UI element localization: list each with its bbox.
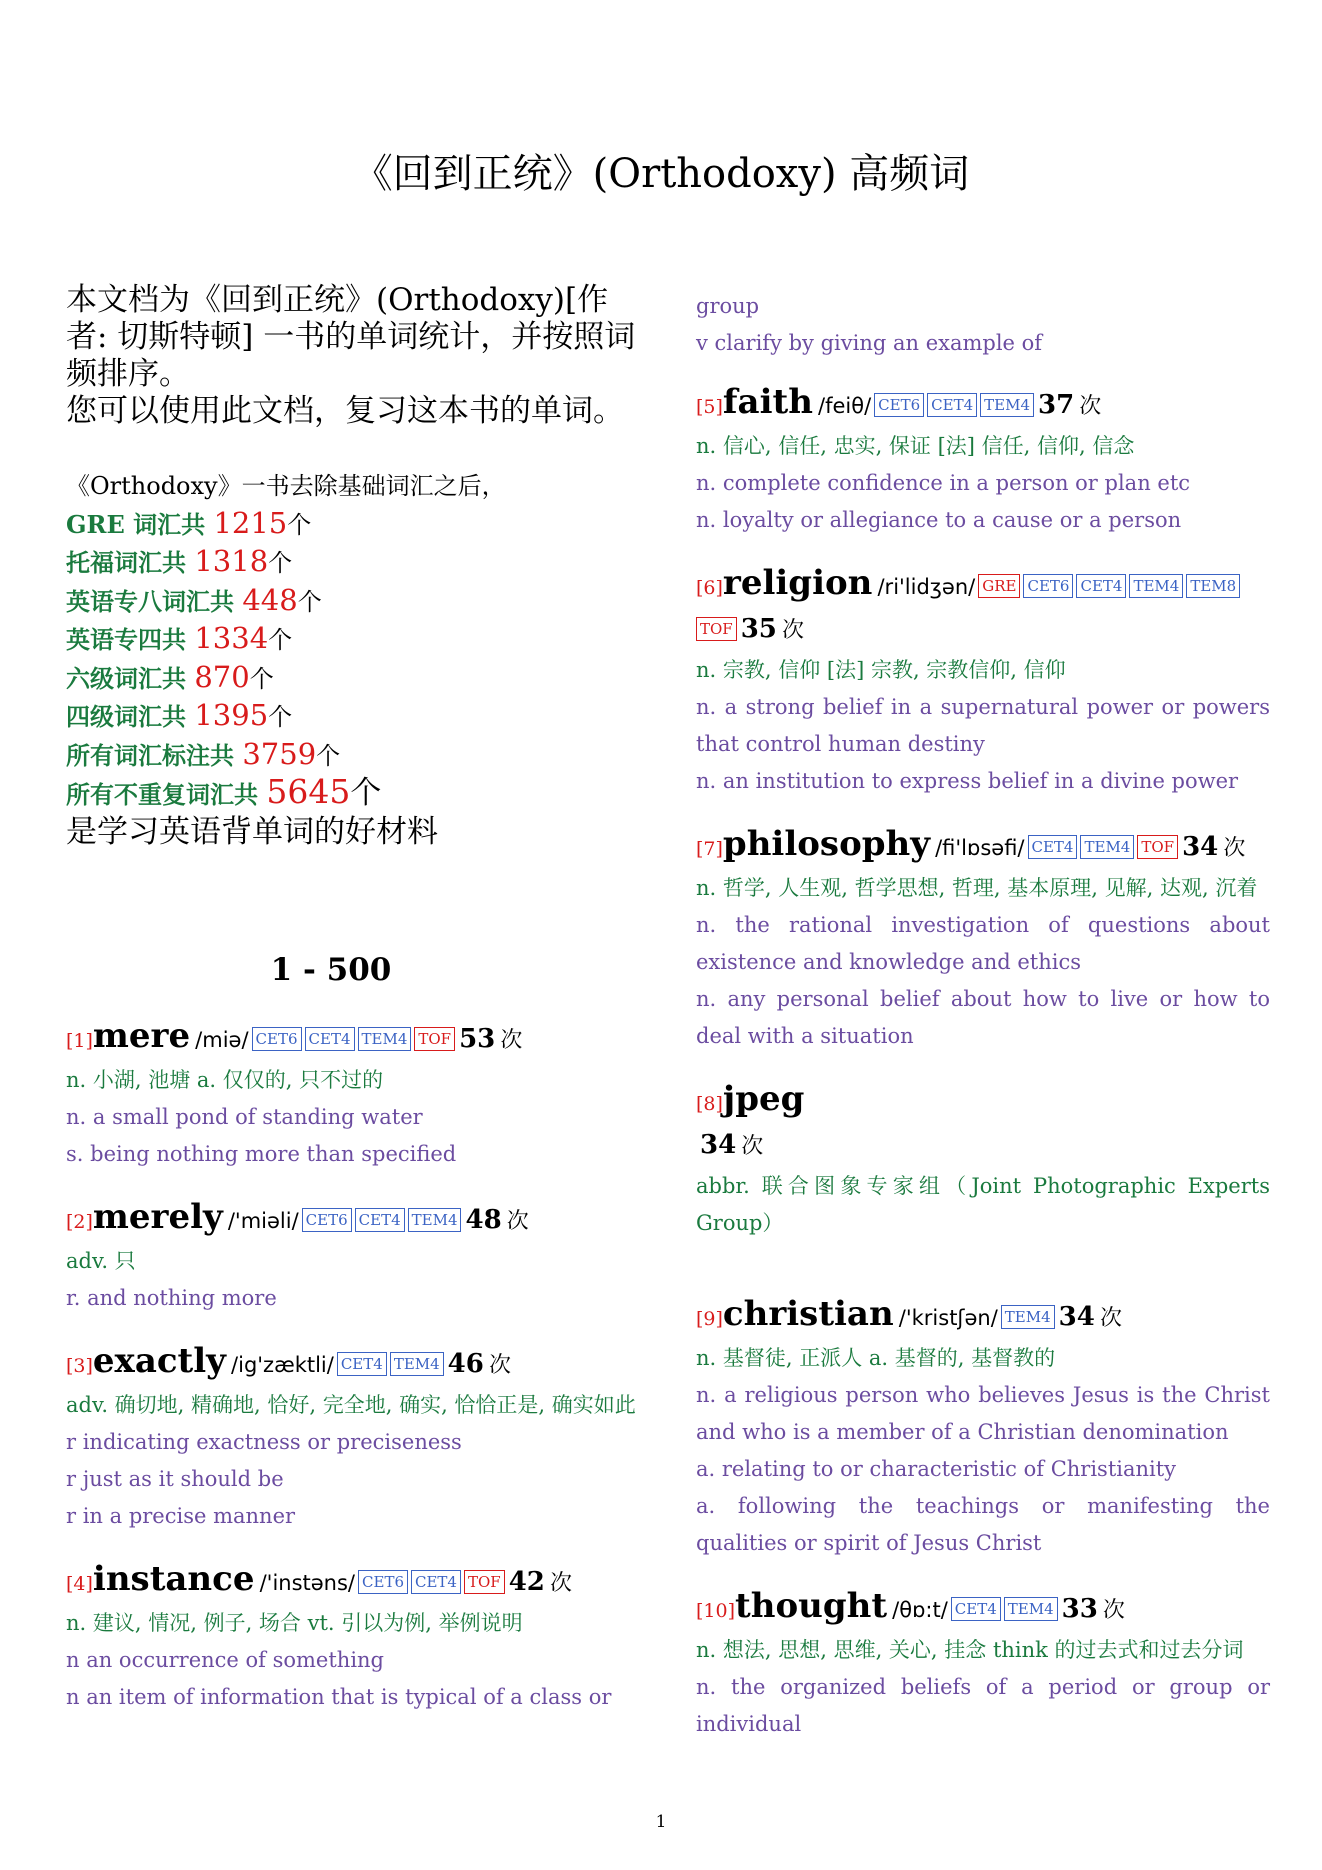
exam-tag: CET4 bbox=[305, 1027, 355, 1051]
entry-header bbox=[696, 382, 1270, 428]
exam-tag: TEM4 bbox=[1004, 1597, 1058, 1621]
stat-suffix: 个 bbox=[297, 587, 322, 616]
entry-count: 34 bbox=[700, 1130, 737, 1160]
exam-tag: CET6 bbox=[1023, 574, 1073, 598]
word-entry bbox=[696, 1294, 1270, 1562]
count-suffix: 次 bbox=[782, 618, 805, 643]
exam-tag: TEM4 bbox=[358, 1027, 412, 1051]
entry-index: [1] bbox=[66, 1030, 93, 1052]
continuation-line: group bbox=[696, 294, 760, 318]
entry-word: faith bbox=[722, 382, 813, 422]
stat-row bbox=[66, 736, 636, 775]
entry-phonetic: /'instəns/ bbox=[259, 1571, 356, 1595]
definition-line: n. complete confidence in a person or plan etc bbox=[696, 471, 1191, 495]
page-number: 1 bbox=[655, 1812, 667, 1832]
entry-header bbox=[66, 1197, 636, 1243]
definition-line: n an item of information that is typical of a class or bbox=[66, 1685, 612, 1709]
definition-line: n. an institution to express belief in a divine power bbox=[696, 769, 1239, 793]
definition-line: n an occurrence of something bbox=[66, 1648, 385, 1672]
count-suffix: 次 bbox=[1102, 1598, 1125, 1623]
stat-suffix: 个 bbox=[249, 664, 274, 693]
word-entry bbox=[696, 1586, 1270, 1743]
count-suffix: 次 bbox=[488, 1353, 511, 1378]
entry-word: religion bbox=[722, 563, 873, 603]
stats bbox=[66, 468, 636, 850]
entry-header bbox=[696, 824, 1270, 870]
count-suffix: 次 bbox=[1223, 836, 1246, 861]
exam-tag: CET6 bbox=[252, 1027, 302, 1051]
entry-index: [8] bbox=[696, 1093, 723, 1115]
entry-count: 35 bbox=[740, 614, 777, 644]
entry-index: [7] bbox=[696, 838, 723, 860]
entry-phonetic: /ri'lidʒən/ bbox=[877, 575, 976, 599]
stat-label: 英语专八词汇共 bbox=[66, 586, 243, 616]
stat-number: 1334 bbox=[194, 621, 269, 655]
entry-word: exactly bbox=[92, 1341, 226, 1381]
definition-line: n. 信心, 信任, 忠实, 保证 [法] 信任, 信仰, 信念 bbox=[696, 434, 1135, 458]
stat-label: 四级词汇共 bbox=[66, 702, 195, 731]
stats-rows bbox=[66, 505, 636, 814]
exam-tag: TEM4 bbox=[408, 1208, 462, 1232]
stat-number: 1395 bbox=[194, 698, 269, 732]
stat-suffix: 个 bbox=[268, 703, 293, 731]
definition-line: r. and nothing more bbox=[66, 1286, 277, 1310]
exam-tag: TOF bbox=[1137, 835, 1178, 859]
stats-lead: 《Orthodoxy》一书去除基础词汇之后， bbox=[66, 472, 506, 500]
exam-tag: CET4 bbox=[1028, 835, 1078, 859]
exam-tag: TEM4 bbox=[390, 1352, 444, 1376]
definition-line: n. 小湖, 池塘 a. 仅仅的, 只不过的 bbox=[66, 1068, 384, 1092]
exam-tag: GRE bbox=[978, 574, 1020, 598]
word-entry bbox=[66, 1197, 636, 1317]
exam-tag: CET4 bbox=[355, 1208, 405, 1232]
entry-word: mere bbox=[92, 1016, 191, 1056]
definition-line: a. relating to or characteristic of Christianity bbox=[696, 1457, 1177, 1481]
entry-word: christian bbox=[722, 1294, 894, 1334]
exam-tag: TEM8 bbox=[1186, 574, 1240, 598]
entry-word: merely bbox=[92, 1197, 223, 1237]
stat-number: 448 bbox=[242, 582, 298, 617]
entries-left bbox=[66, 1016, 636, 1716]
stat-row bbox=[66, 620, 636, 659]
continuation-line: v clarify by giving an example of bbox=[696, 331, 1043, 355]
count-suffix: 次 bbox=[549, 1571, 572, 1596]
definition-line: n. 宗教, 信仰 [法] 宗教, 宗教信仰, 信仰 bbox=[696, 658, 1066, 682]
exam-tag: CET6 bbox=[302, 1208, 352, 1232]
stat-row bbox=[66, 774, 636, 814]
entry-index: [3] bbox=[66, 1355, 93, 1377]
entry-index: [5] bbox=[696, 396, 723, 418]
entry-phonetic: /fi'lɒsəfi/ bbox=[935, 836, 1025, 860]
stat-number: 1215 bbox=[213, 505, 288, 540]
entry-index: [2] bbox=[66, 1211, 93, 1233]
entry-index: [6] bbox=[696, 577, 723, 599]
entry-word: instance bbox=[92, 1559, 255, 1599]
definition-line: r just as it should be bbox=[66, 1467, 284, 1491]
intro bbox=[66, 282, 636, 430]
entry-word: jpeg bbox=[722, 1079, 805, 1119]
entry-header bbox=[696, 1294, 1270, 1340]
entry-phonetic: /'miəli/ bbox=[227, 1209, 299, 1233]
exam-tag: CET4 bbox=[1076, 574, 1126, 598]
definition-line: r indicating exactness or preciseness bbox=[66, 1430, 462, 1454]
count-suffix: 次 bbox=[506, 1209, 529, 1234]
word-entry bbox=[696, 563, 1270, 800]
count-suffix: 次 bbox=[1099, 1306, 1122, 1331]
definition-line: n. 建议, 情况, 例子, 场合 vt. 引以为例, 举例说明 bbox=[66, 1611, 523, 1635]
stat-row bbox=[66, 697, 636, 736]
exam-tag: CET4 bbox=[927, 393, 977, 417]
stat-suffix: 个 bbox=[287, 510, 312, 539]
stat-number: 1318 bbox=[194, 544, 269, 578]
exam-tag: CET4 bbox=[951, 1597, 1001, 1621]
intro-line-1: 本文档为《回到正统》(Orthodoxy)[作者: 切斯特顿] 一书的单词统计，并按照词频排序。 bbox=[66, 282, 636, 392]
entry-count: 34 bbox=[1182, 832, 1219, 862]
definition-line: n. 基督徒, 正派人 a. 基督的, 基督教的 bbox=[696, 1346, 1056, 1370]
entry-header bbox=[66, 1341, 636, 1387]
entry-word: thought bbox=[735, 1586, 888, 1626]
word-entry bbox=[66, 1016, 636, 1173]
exam-tag: TOF bbox=[696, 617, 737, 641]
exam-tag: CET6 bbox=[874, 393, 924, 417]
exam-tag: TOF bbox=[464, 1570, 505, 1594]
entry-count: 42 bbox=[508, 1567, 545, 1597]
exam-tag: TEM4 bbox=[1001, 1305, 1055, 1329]
stat-label: 托福词汇共 bbox=[66, 548, 195, 577]
exam-tag: CET4 bbox=[411, 1570, 461, 1594]
exam-tag: CET4 bbox=[337, 1352, 387, 1376]
stat-number: 3759 bbox=[242, 736, 317, 771]
entry-count: 53 bbox=[459, 1024, 496, 1054]
exam-tag: TEM4 bbox=[980, 393, 1034, 417]
definition-line: n. a small pond of standing water bbox=[66, 1105, 423, 1129]
entry-phonetic: /feiθ/ bbox=[818, 394, 872, 418]
stat-number: 5645 bbox=[266, 772, 351, 811]
entry-count: 37 bbox=[1038, 390, 1075, 420]
stat-suffix: 个 bbox=[268, 549, 293, 577]
stat-row bbox=[66, 582, 636, 621]
stat-label: 英语专四共 bbox=[66, 625, 195, 654]
stat-label: GRE 词汇共 bbox=[66, 509, 214, 539]
definition-line: n. 想法, 思想, 思维, 关心, 挂念 think 的过去式和过去分词 bbox=[696, 1638, 1244, 1662]
entry-index: [4] bbox=[66, 1573, 93, 1595]
entry-count: 34 bbox=[1058, 1302, 1095, 1332]
stat-number: 870 bbox=[194, 659, 250, 694]
exam-tag: CET6 bbox=[358, 1570, 408, 1594]
stat-label: 所有不重复词汇共 bbox=[66, 780, 267, 809]
definition-line: a. following the teachings or manifesting the qualities or spirit of Jesus Christ bbox=[696, 1494, 1270, 1555]
count-suffix: 次 bbox=[500, 1028, 523, 1053]
word-entry bbox=[696, 382, 1270, 539]
stat-row bbox=[66, 659, 636, 698]
entry-count: 46 bbox=[447, 1349, 484, 1379]
entry-phonetic: /θɒ:t/ bbox=[892, 1598, 948, 1622]
word-entry bbox=[66, 1559, 636, 1716]
definition-line: adv. 确切地, 精确地, 恰好, 完全地, 确实, 恰恰正是, 确实如此 bbox=[66, 1393, 636, 1417]
stat-suffix: 个 bbox=[350, 775, 382, 811]
stat-row bbox=[66, 543, 636, 582]
definition-line: n. any personal belief about how to live or how to deal with a situation bbox=[696, 987, 1270, 1048]
entry-phonetic: /ig'zæktli/ bbox=[231, 1353, 334, 1377]
entry-index: [9] bbox=[696, 1308, 723, 1330]
definition-line: n. loyalty or allegiance to a cause or a person bbox=[696, 508, 1182, 532]
definition-line: n. the rational investigation of questions about existence and knowledge and ethics bbox=[696, 913, 1270, 974]
entry-header bbox=[696, 1079, 1270, 1168]
exam-tag: TOF bbox=[414, 1027, 455, 1051]
entry-header bbox=[696, 1586, 1270, 1632]
definition-line: n. the organized beliefs of a period or group or individual bbox=[696, 1675, 1270, 1736]
stat-suffix: 个 bbox=[316, 741, 341, 770]
exam-tag: TEM4 bbox=[1080, 835, 1134, 859]
entry-header bbox=[696, 563, 1270, 652]
exam-tag: TEM4 bbox=[1129, 574, 1183, 598]
stat-label: 所有词汇标注共 bbox=[66, 740, 243, 770]
intro-line-2: 您可以使用此文档，复习这本书的单词。 bbox=[66, 393, 624, 429]
definition-line: adv. 只 bbox=[66, 1249, 136, 1273]
entry-phonetic: /'kristʃən/ bbox=[898, 1306, 998, 1330]
entry-word: philosophy bbox=[722, 824, 930, 864]
word-entry bbox=[66, 1341, 636, 1535]
entry-index: [10] bbox=[696, 1600, 736, 1622]
count-suffix: 次 bbox=[741, 1134, 764, 1159]
page-title: 《回到正统》(Orthodoxy) 高频词 bbox=[352, 151, 970, 197]
stat-suffix: 个 bbox=[268, 626, 293, 654]
word-entry bbox=[696, 824, 1270, 1055]
definition-line: n. 哲学, 人生观, 哲学思想, 哲理, 基本原理, 见解, 达观, 沉着 bbox=[696, 876, 1258, 900]
entry-count: 33 bbox=[1061, 1594, 1098, 1624]
entry-header bbox=[66, 1559, 636, 1605]
stat-row bbox=[66, 505, 636, 544]
entry-count: 48 bbox=[465, 1205, 502, 1235]
stats-closing: 是学习英语背单词的好材料 bbox=[66, 813, 438, 850]
definition-line: s. being nothing more than specified bbox=[66, 1142, 457, 1166]
entries-right bbox=[696, 382, 1270, 1743]
stat-label: 六级词汇共 bbox=[66, 663, 195, 693]
left-column bbox=[66, 282, 636, 1716]
right-column bbox=[696, 288, 1270, 1743]
section-heading: 1 - 500 bbox=[270, 952, 392, 988]
entry-phonetic: /miə/ bbox=[195, 1028, 249, 1052]
entry-header bbox=[66, 1016, 636, 1062]
continuation bbox=[696, 288, 1270, 362]
definition-line: n. a strong belief in a supernatural power or powers that control human destiny bbox=[696, 695, 1270, 756]
word-entry bbox=[696, 1079, 1270, 1242]
definition-line: n. a religious person who believes Jesus is the Christ and who is a member of a Christian denomination bbox=[696, 1383, 1270, 1444]
definition-line: abbr. 联合图象专家组（Joint Photographic Experts Group） bbox=[696, 1174, 1270, 1235]
count-suffix: 次 bbox=[1079, 394, 1102, 419]
definition-line: r in a precise manner bbox=[66, 1504, 296, 1528]
